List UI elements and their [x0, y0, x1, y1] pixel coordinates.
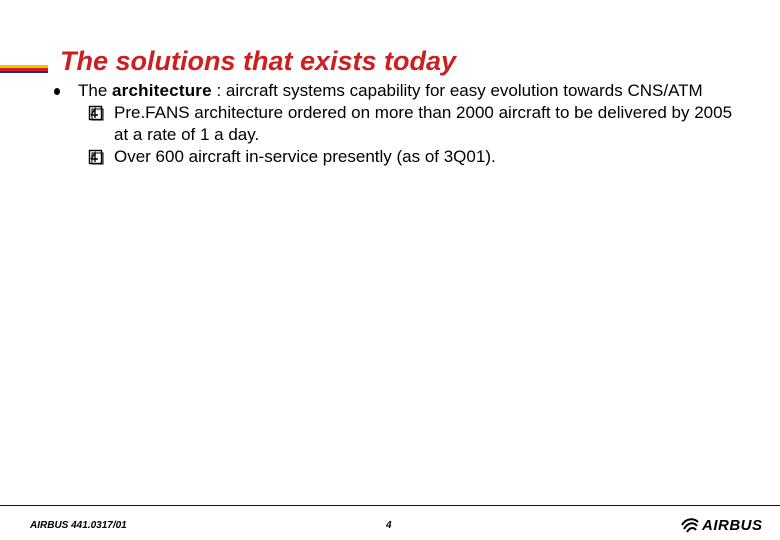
title-bar: [0, 22, 780, 76]
sub-item-text: Over 600 aircraft in-service presently (as of 3Q01).: [114, 147, 496, 166]
bullet-rest: : aircraft systems capability for easy evolution towards CNS/ATM: [211, 81, 703, 100]
bullet-dot-icon: [54, 88, 60, 95]
page-number: 4: [386, 520, 392, 531]
checkbox-marker-icon: [88, 149, 104, 165]
footer-reference: AIRBUS 441.0317/01: [30, 520, 127, 531]
logo-text: AIRBUS: [702, 516, 763, 534]
airbus-logo-icon: [680, 517, 700, 533]
footer-rule: [0, 505, 780, 506]
sub-item-prefans: [86, 102, 746, 146]
checkbox-marker-icon: [88, 105, 104, 121]
airbus-logo: [680, 516, 763, 534]
sub-item-inservice: [86, 146, 746, 168]
bullet-item: [46, 80, 746, 168]
bullet-lead: The: [78, 81, 113, 100]
sub-item-text: Pre.FANS architecture ordered on more than 2000 aircraft to be delivered by 2005 at a rate of 1 a day.: [114, 103, 733, 144]
title-rule-blue: [0, 71, 48, 73]
slide-content: [46, 80, 746, 168]
bullet-emphasis: architecture: [112, 81, 212, 100]
slide-title: The solutions that exists today: [60, 46, 457, 76]
